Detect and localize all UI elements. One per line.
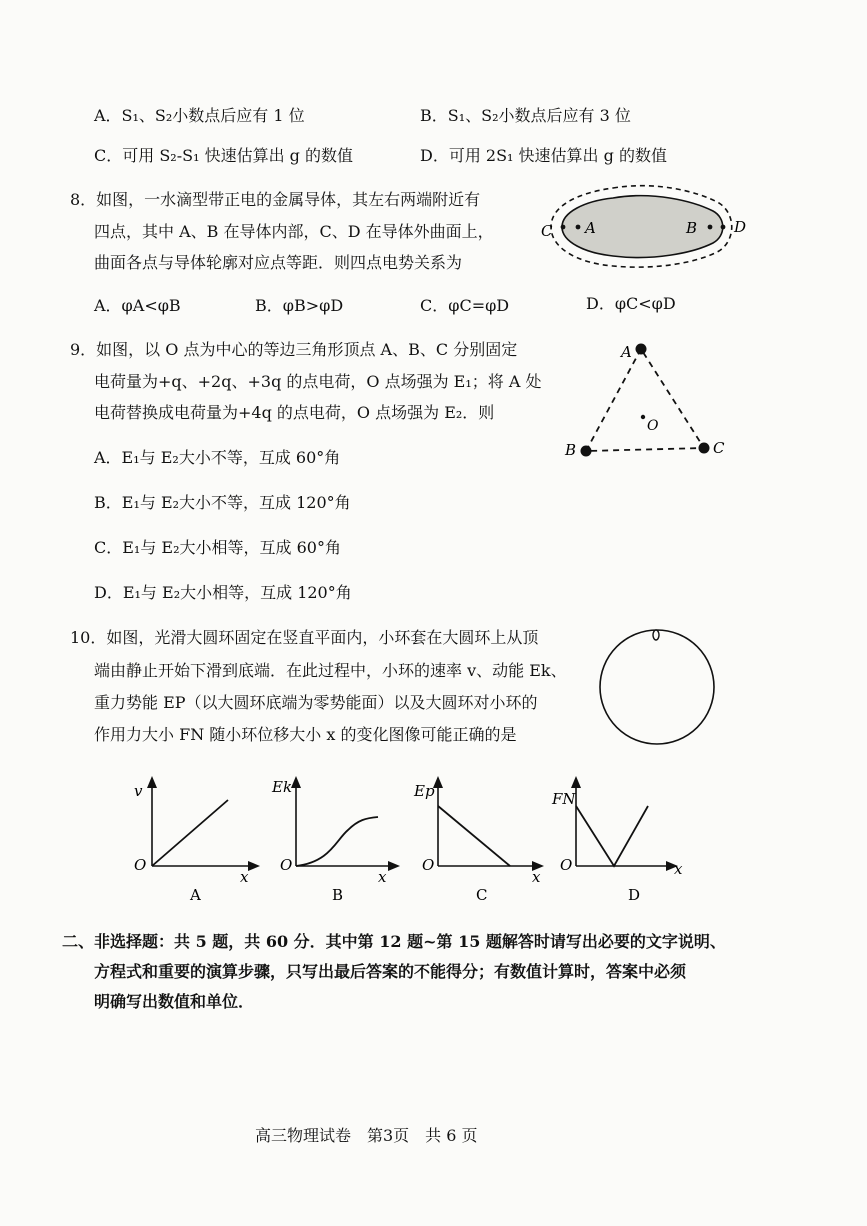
q9-option-a: A．E₁与 E₂大小不等，互成 60°角 <box>94 448 341 467</box>
q8-stem-line-2: 四点，其中 A、B 在导体内部，C、D 在导体外曲面上， <box>94 222 494 241</box>
label-b: B <box>565 441 577 459</box>
small-ring <box>653 630 659 640</box>
graph-b-caption: B <box>332 886 344 904</box>
graph-a-y-arrow <box>147 776 157 788</box>
q8-option-d: D．φC<φD <box>586 294 676 313</box>
label-a: A <box>621 343 632 361</box>
graph-a <box>128 770 268 905</box>
q7-option-d: D．可用 2S₁ 快速估算出 g 的数值 <box>420 146 667 165</box>
point-d-dot <box>721 225 726 230</box>
charge-c-dot <box>699 443 710 454</box>
graph-b-ylabel: Ek <box>272 778 293 796</box>
section2-line-3: 明确写出数值和单位． <box>94 992 255 1011</box>
section2-line-1: 二、非选择题：共 5 题，共 60 分．其中第 12 题~第 15 题解答时请写出必要的文字说明、 <box>62 932 726 951</box>
graph-b-origin: O <box>280 856 293 874</box>
label-a: A <box>585 219 596 237</box>
q9-stem-line-2: 电荷量为+q、+2q、+3q 的点电荷，O 点场强为 E₁；将 A 处 <box>94 372 542 391</box>
q8-option-a: A．φA<φB <box>94 296 181 315</box>
q9-stem-line-1: 9．如图，以 O 点为中心的等边三角形顶点 A、B、C 分别固定 <box>70 340 518 359</box>
graph-b-xlabel: x <box>378 868 387 886</box>
q10-stem-line-3: 重力势能 EP（以大圆环底端为零势能面）以及大圆环对小环的 <box>94 693 538 712</box>
graph-c-curve <box>438 806 510 866</box>
graph-b-y-arrow <box>291 776 301 788</box>
graph-d-origin: O <box>560 856 573 874</box>
page-footer: 高三物理试卷 第3页 共 6 页 <box>255 1126 478 1145</box>
graph-d-caption: D <box>628 886 641 904</box>
graph-d-xlabel: x <box>674 860 683 878</box>
label-b: B <box>686 219 698 237</box>
graph-a-xlabel: x <box>240 868 249 886</box>
center-o-dot <box>641 415 645 419</box>
large-ring <box>600 630 714 744</box>
q8-option-c: C．φC=φD <box>420 296 510 315</box>
q9-option-c: C．E₁与 E₂大小相等，互成 60°角 <box>94 538 341 557</box>
q8-stem-line-1: 8．如图，一水滴型带正电的金属导体，其左右两端附近有 <box>70 190 481 209</box>
point-a-dot <box>576 225 581 230</box>
section2-line-2: 方程式和重要的演算步骤，只写出最后答案的不能得分；有数值计算时，答案中必须 <box>94 962 687 981</box>
graph-d-ylabel: FN <box>552 790 576 808</box>
graph-c-xlabel: x <box>532 868 541 886</box>
q7-option-b: B．S₁、S₂小数点后应有 3 位 <box>420 106 631 125</box>
point-b-dot <box>708 225 713 230</box>
graph-a-caption: A <box>190 886 201 904</box>
graph-b-curve <box>296 817 378 866</box>
graph-c-ylabel: Ep <box>414 782 435 800</box>
graph-b <box>270 770 410 905</box>
graph-a-ylabel: v <box>134 782 143 800</box>
label-o: O <box>647 418 659 434</box>
q9-option-d: D．E₁与 E₂大小相等，互成 120°角 <box>94 583 352 602</box>
graph-b-x-arrow <box>388 861 400 871</box>
q8-option-b: B．φB>φD <box>255 296 344 315</box>
q8-stem-line-3: 曲面各点与导体轮廓对应点等距．则四点电势关系为 <box>94 253 463 272</box>
graph-d <box>548 770 693 905</box>
label-c: C <box>713 439 725 457</box>
q7-option-c: C．可用 S₂-S₁ 快速估算出 g 的数值 <box>94 146 353 165</box>
charge-b-dot <box>581 446 592 457</box>
graph-c-caption: C <box>476 886 488 904</box>
graph-c-origin: O <box>422 856 435 874</box>
q10-stem-line-4: 作用力大小 FN 随小环位移大小 x 的变化图像可能正确的是 <box>94 725 517 744</box>
q9-option-b: B．E₁与 E₂大小不等，互成 120°角 <box>94 493 351 512</box>
graph-d-y-arrow <box>571 776 581 788</box>
graph-d-curve <box>576 806 648 866</box>
q10-stem-line-1: 10．如图，光滑大圆环固定在竖直平面内，小环套在大圆环上从顶 <box>70 628 539 647</box>
graph-a-x-arrow <box>248 861 260 871</box>
q10-stem-line-2: 端由静止开始下滑到底端．在此过程中，小环的速率 v、动能 Ek、 <box>94 661 567 680</box>
q8-conductor-figure <box>535 178 760 278</box>
label-c: C <box>541 222 553 240</box>
q7-option-a: A．S₁、S₂小数点后应有 1 位 <box>94 106 305 125</box>
graph-c <box>410 770 555 905</box>
label-d: D <box>734 218 747 236</box>
q9-triangle-figure <box>555 335 740 465</box>
graph-a-origin: O <box>134 856 147 874</box>
charge-a-dot <box>636 344 647 355</box>
q9-stem-line-3: 电荷替换成电荷量为+4q 的点电荷，O 点场强为 E₂．则 <box>94 403 495 422</box>
point-c-dot <box>561 225 566 230</box>
graph-a-curve <box>152 800 228 866</box>
q10-ring-figure <box>595 625 725 750</box>
equilateral-triangle <box>586 349 704 451</box>
